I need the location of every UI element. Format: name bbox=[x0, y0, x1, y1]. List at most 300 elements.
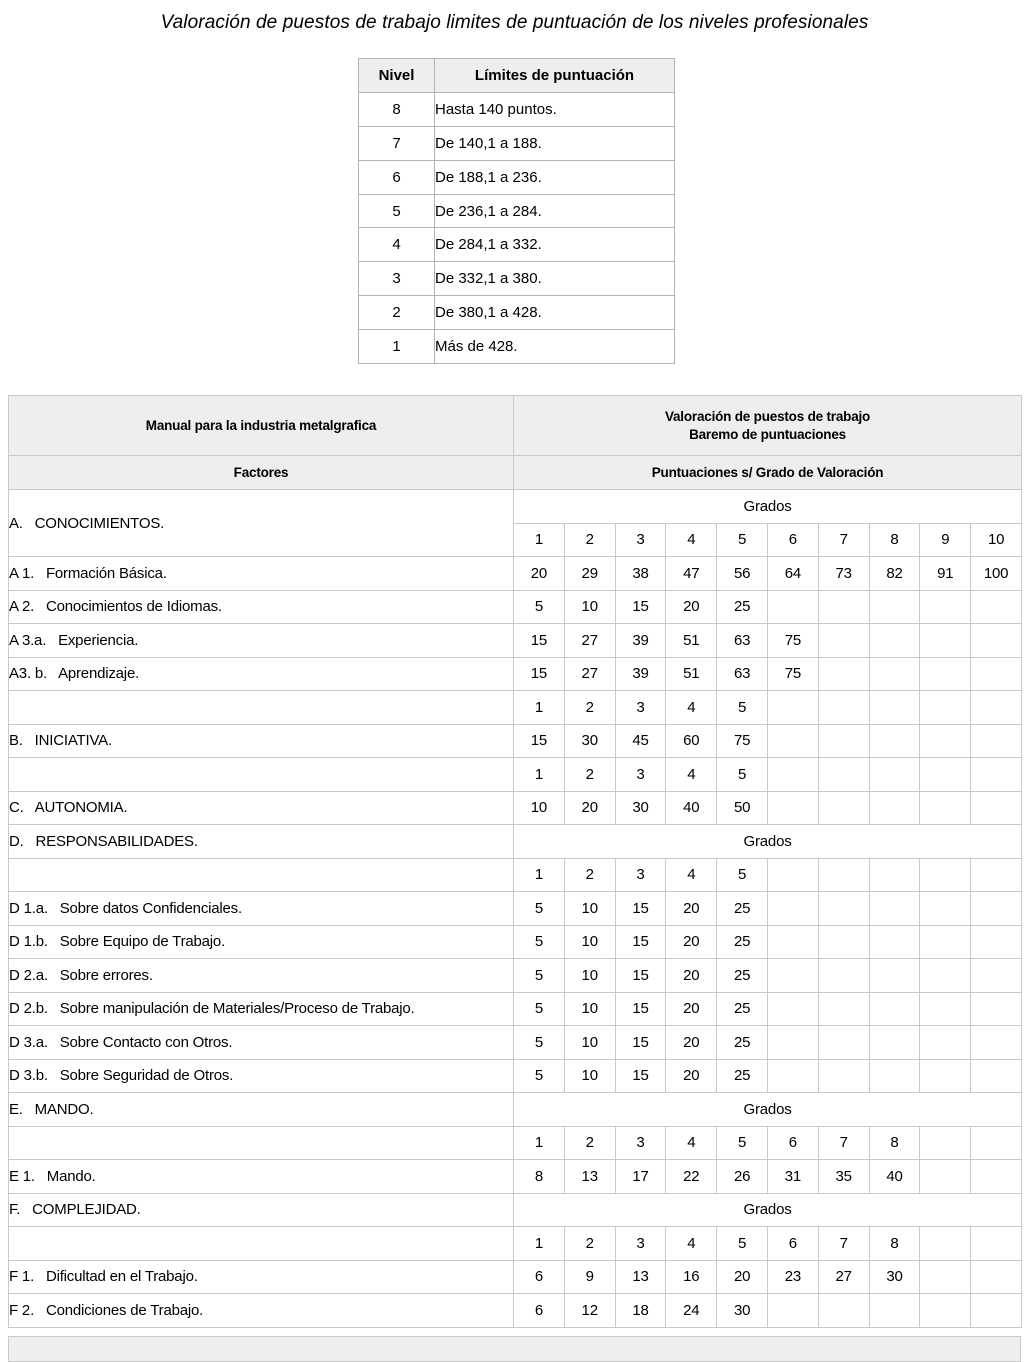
points-cell bbox=[767, 691, 818, 725]
points-cell: 8 bbox=[869, 1227, 920, 1261]
scores-header-row-1 bbox=[9, 396, 1022, 456]
points-cell: 100 bbox=[971, 557, 1022, 591]
points-cell: 30 bbox=[564, 724, 615, 758]
points-cell bbox=[920, 1160, 971, 1194]
points-cell: 3 bbox=[615, 691, 666, 725]
points-cell: 15 bbox=[615, 1059, 666, 1093]
scores-table-row bbox=[9, 1260, 1022, 1294]
points-cell: 8 bbox=[869, 523, 920, 557]
points-cell bbox=[920, 1260, 971, 1294]
factor-label-cell: E. MANDO. bbox=[9, 1093, 514, 1127]
points-cell: 15 bbox=[514, 624, 565, 658]
points-cell: 20 bbox=[666, 992, 717, 1026]
points-cell bbox=[767, 791, 818, 825]
points-cell bbox=[818, 624, 869, 658]
points-cell: 75 bbox=[767, 624, 818, 658]
scores-table-row bbox=[9, 825, 1022, 859]
factor-label-cell: F 2. Condiciones de Trabajo. bbox=[9, 1294, 514, 1328]
points-cell bbox=[920, 1294, 971, 1328]
factor-label-cell bbox=[9, 1227, 514, 1261]
points-cell bbox=[818, 1059, 869, 1093]
nivel-value: 2 bbox=[359, 296, 435, 330]
points-cell bbox=[869, 1294, 920, 1328]
points-cell: 6 bbox=[514, 1260, 565, 1294]
manual-title-cell: Manual para la industria metalgrafica bbox=[9, 396, 514, 456]
limites-value: Más de 428. bbox=[435, 330, 675, 364]
scores-table-row bbox=[9, 1160, 1022, 1194]
points-cell: 10 bbox=[564, 892, 615, 926]
scores-header-row-2 bbox=[9, 456, 1022, 490]
points-cell: 15 bbox=[615, 959, 666, 993]
points-cell: 60 bbox=[666, 724, 717, 758]
scores-table-row bbox=[9, 1093, 1022, 1127]
points-cell: 27 bbox=[564, 624, 615, 658]
scores-table-row bbox=[9, 791, 1022, 825]
levels-table-row bbox=[359, 296, 675, 330]
levels-table-row bbox=[359, 262, 675, 296]
levels-table-row bbox=[359, 194, 675, 228]
limites-value: De 188,1 a 236. bbox=[435, 160, 675, 194]
points-cell: 10 bbox=[564, 590, 615, 624]
points-cell bbox=[818, 758, 869, 792]
points-cell bbox=[920, 758, 971, 792]
levels-header-nivel: Nivel bbox=[359, 59, 435, 93]
points-cell bbox=[971, 1026, 1022, 1060]
points-cell: 1 bbox=[514, 1227, 565, 1261]
points-cell: 25 bbox=[717, 925, 768, 959]
points-cell bbox=[971, 624, 1022, 658]
points-cell: 63 bbox=[717, 657, 768, 691]
points-cell bbox=[869, 1059, 920, 1093]
scores-table-row bbox=[9, 490, 1022, 524]
points-cell bbox=[971, 791, 1022, 825]
points-cell: 30 bbox=[615, 791, 666, 825]
scores-table-row bbox=[9, 758, 1022, 792]
points-cell bbox=[920, 892, 971, 926]
points-cell: 5 bbox=[514, 590, 565, 624]
points-cell: 91 bbox=[920, 557, 971, 591]
points-cell: 3 bbox=[615, 1227, 666, 1261]
points-cell bbox=[971, 1059, 1022, 1093]
points-cell: 24 bbox=[666, 1294, 717, 1328]
factor-label-cell: A. CONOCIMIENTOS. bbox=[9, 490, 514, 557]
points-cell: 26 bbox=[717, 1160, 768, 1194]
points-cell bbox=[818, 1026, 869, 1060]
points-cell: 1 bbox=[514, 523, 565, 557]
points-cell bbox=[869, 1026, 920, 1060]
points-cell bbox=[818, 724, 869, 758]
scores-table-row bbox=[9, 1059, 1022, 1093]
scores-table-row bbox=[9, 624, 1022, 658]
points-cell: 10 bbox=[564, 959, 615, 993]
factor-label-cell: A 1. Formación Básica. bbox=[9, 557, 514, 591]
points-cell bbox=[818, 858, 869, 892]
scores-table-row bbox=[9, 892, 1022, 926]
points-cell: 20 bbox=[666, 892, 717, 926]
grados-span-cell: Grados bbox=[514, 1093, 1022, 1127]
points-cell: 4 bbox=[666, 858, 717, 892]
limites-value: De 236,1 a 284. bbox=[435, 194, 675, 228]
factor-label-cell bbox=[9, 758, 514, 792]
factor-label-cell: D 1.a. Sobre datos Confidenciales. bbox=[9, 892, 514, 926]
points-cell: 10 bbox=[564, 925, 615, 959]
points-cell: 23 bbox=[767, 1260, 818, 1294]
points-cell bbox=[920, 624, 971, 658]
points-cell: 2 bbox=[564, 758, 615, 792]
points-cell bbox=[818, 590, 869, 624]
scores-table-row bbox=[9, 557, 1022, 591]
points-cell bbox=[869, 624, 920, 658]
points-cell: 15 bbox=[615, 1026, 666, 1060]
points-cell bbox=[920, 1227, 971, 1261]
points-cell bbox=[767, 1059, 818, 1093]
points-cell bbox=[920, 1126, 971, 1160]
factor-label-cell: D 2.b. Sobre manipulación de Materiales/Proceso de Trabajo. bbox=[9, 992, 514, 1026]
points-cell: 5 bbox=[514, 925, 565, 959]
factor-label-cell bbox=[9, 691, 514, 725]
points-cell: 39 bbox=[615, 657, 666, 691]
points-cell: 27 bbox=[818, 1260, 869, 1294]
points-cell bbox=[818, 992, 869, 1026]
factor-label-cell: D 2.a. Sobre errores. bbox=[9, 959, 514, 993]
levels-header-limites: Límites de puntuación bbox=[435, 59, 675, 93]
points-cell: 15 bbox=[615, 925, 666, 959]
points-cell bbox=[767, 724, 818, 758]
points-cell: 15 bbox=[615, 992, 666, 1026]
points-cell bbox=[971, 1227, 1022, 1261]
points-cell bbox=[767, 758, 818, 792]
points-cell: 10 bbox=[514, 791, 565, 825]
levels-table-row bbox=[359, 160, 675, 194]
points-cell: 40 bbox=[869, 1160, 920, 1194]
points-cell: 18 bbox=[615, 1294, 666, 1328]
points-cell: 38 bbox=[615, 557, 666, 591]
points-cell: 10 bbox=[564, 992, 615, 1026]
next-section-header-stub bbox=[8, 1336, 1021, 1362]
points-cell: 4 bbox=[666, 1227, 717, 1261]
factor-label-cell: C. AUTONOMIA. bbox=[9, 791, 514, 825]
points-cell bbox=[869, 959, 920, 993]
points-cell: 1 bbox=[514, 1126, 565, 1160]
points-cell bbox=[818, 657, 869, 691]
points-cell: 15 bbox=[514, 657, 565, 691]
points-cell bbox=[971, 858, 1022, 892]
points-cell bbox=[767, 858, 818, 892]
scores-table-row bbox=[9, 925, 1022, 959]
points-cell bbox=[869, 791, 920, 825]
points-cell bbox=[869, 758, 920, 792]
points-cell: 20 bbox=[666, 959, 717, 993]
points-cell bbox=[869, 724, 920, 758]
levels-table-row bbox=[359, 126, 675, 160]
points-cell: 7 bbox=[818, 1126, 869, 1160]
points-cell bbox=[818, 1294, 869, 1328]
points-cell bbox=[869, 657, 920, 691]
points-cell: 25 bbox=[717, 959, 768, 993]
points-cell bbox=[971, 691, 1022, 725]
factor-label-cell: B. INICIATIVA. bbox=[9, 724, 514, 758]
points-cell bbox=[869, 892, 920, 926]
points-cell: 5 bbox=[717, 758, 768, 792]
factor-label-cell: D 3.a. Sobre Contacto con Otros. bbox=[9, 1026, 514, 1060]
factor-label-cell: F 1. Dificultad en el Trabajo. bbox=[9, 1260, 514, 1294]
points-cell: 3 bbox=[615, 858, 666, 892]
points-cell bbox=[767, 959, 818, 993]
points-cell bbox=[971, 758, 1022, 792]
points-cell bbox=[767, 1294, 818, 1328]
points-cell: 73 bbox=[818, 557, 869, 591]
points-cell bbox=[767, 1026, 818, 1060]
points-cell: 10 bbox=[564, 1059, 615, 1093]
scores-table-body bbox=[9, 490, 1022, 1328]
limites-value: De 332,1 a 380. bbox=[435, 262, 675, 296]
points-cell: 8 bbox=[869, 1126, 920, 1160]
points-cell: 5 bbox=[717, 1227, 768, 1261]
points-cell: 63 bbox=[717, 624, 768, 658]
points-cell bbox=[920, 858, 971, 892]
factor-label-cell: A 3.a. Experiencia. bbox=[9, 624, 514, 658]
points-cell bbox=[869, 992, 920, 1026]
points-cell: 25 bbox=[717, 1059, 768, 1093]
points-cell: 15 bbox=[615, 892, 666, 926]
points-cell: 20 bbox=[666, 1026, 717, 1060]
points-cell: 51 bbox=[666, 624, 717, 658]
points-cell bbox=[971, 925, 1022, 959]
factor-label-cell bbox=[9, 858, 514, 892]
factor-label-cell: A 2. Conocimientos de Idiomas. bbox=[9, 590, 514, 624]
factor-label-cell: D 1.b. Sobre Equipo de Trabajo. bbox=[9, 925, 514, 959]
points-cell: 9 bbox=[564, 1260, 615, 1294]
points-cell: 4 bbox=[666, 691, 717, 725]
points-cell bbox=[920, 590, 971, 624]
points-cell: 7 bbox=[818, 523, 869, 557]
points-cell: 30 bbox=[869, 1260, 920, 1294]
factores-header-cell: Factores bbox=[9, 456, 514, 490]
scores-table bbox=[8, 395, 1022, 1328]
factor-label-cell: A3. b. Aprendizaje. bbox=[9, 657, 514, 691]
points-cell: 40 bbox=[666, 791, 717, 825]
points-cell: 5 bbox=[514, 1026, 565, 1060]
points-cell: 30 bbox=[717, 1294, 768, 1328]
points-cell bbox=[971, 959, 1022, 993]
points-cell bbox=[818, 892, 869, 926]
points-cell bbox=[767, 925, 818, 959]
points-cell: 51 bbox=[666, 657, 717, 691]
points-cell: 35 bbox=[818, 1160, 869, 1194]
points-cell: 10 bbox=[971, 523, 1022, 557]
points-cell: 4 bbox=[666, 758, 717, 792]
points-cell: 82 bbox=[869, 557, 920, 591]
grados-span-cell: Grados bbox=[514, 490, 1022, 524]
factor-label-cell: E 1. Mando. bbox=[9, 1160, 514, 1194]
points-cell bbox=[920, 1059, 971, 1093]
points-cell: 5 bbox=[514, 992, 565, 1026]
points-cell: 15 bbox=[615, 590, 666, 624]
points-cell bbox=[869, 691, 920, 725]
grados-span-cell: Grados bbox=[514, 1193, 1022, 1227]
points-cell: 10 bbox=[564, 1026, 615, 1060]
points-cell bbox=[818, 791, 869, 825]
scores-table-row bbox=[9, 959, 1022, 993]
points-cell bbox=[971, 1126, 1022, 1160]
points-cell: 6 bbox=[767, 1126, 818, 1160]
points-cell: 75 bbox=[767, 657, 818, 691]
points-cell bbox=[869, 858, 920, 892]
levels-header-row bbox=[359, 59, 675, 93]
points-cell: 6 bbox=[514, 1294, 565, 1328]
points-cell: 27 bbox=[564, 657, 615, 691]
grados-span-cell: Grados bbox=[514, 825, 1022, 859]
points-cell bbox=[818, 691, 869, 725]
points-cell: 56 bbox=[717, 557, 768, 591]
points-cell: 64 bbox=[767, 557, 818, 591]
scores-table-row bbox=[9, 590, 1022, 624]
points-cell bbox=[920, 657, 971, 691]
points-cell bbox=[869, 590, 920, 624]
points-cell: 5 bbox=[717, 523, 768, 557]
levels-table-row bbox=[359, 330, 675, 364]
points-cell bbox=[971, 1160, 1022, 1194]
points-cell: 25 bbox=[717, 590, 768, 624]
nivel-value: 8 bbox=[359, 92, 435, 126]
points-cell: 3 bbox=[615, 523, 666, 557]
points-cell: 5 bbox=[514, 892, 565, 926]
points-cell: 8 bbox=[514, 1160, 565, 1194]
points-cell bbox=[971, 1260, 1022, 1294]
points-cell: 31 bbox=[767, 1160, 818, 1194]
points-cell: 29 bbox=[564, 557, 615, 591]
points-cell: 4 bbox=[666, 1126, 717, 1160]
points-cell bbox=[767, 992, 818, 1026]
scores-table-row bbox=[9, 1026, 1022, 1060]
levels-table bbox=[358, 58, 675, 364]
points-cell: 1 bbox=[514, 858, 565, 892]
nivel-value: 1 bbox=[359, 330, 435, 364]
nivel-value: 5 bbox=[359, 194, 435, 228]
scores-table-row bbox=[9, 858, 1022, 892]
points-cell bbox=[767, 892, 818, 926]
valoracion-title-line1: Valoración de puestos de trabajo bbox=[664, 408, 871, 424]
points-cell bbox=[920, 959, 971, 993]
points-cell: 39 bbox=[615, 624, 666, 658]
points-cell: 6 bbox=[767, 523, 818, 557]
limites-value: De 380,1 a 428. bbox=[435, 296, 675, 330]
points-cell: 2 bbox=[564, 691, 615, 725]
page-title: Valoración de puestos de trabajo limites de puntuación de los niveles profesionales bbox=[160, 12, 869, 33]
factor-label-cell: D 3.b. Sobre Seguridad de Otros. bbox=[9, 1059, 514, 1093]
points-cell bbox=[920, 791, 971, 825]
scores-table-row bbox=[9, 657, 1022, 691]
points-cell: 20 bbox=[666, 1059, 717, 1093]
levels-table-row bbox=[359, 92, 675, 126]
points-cell: 17 bbox=[615, 1160, 666, 1194]
scores-table-row bbox=[9, 992, 1022, 1026]
points-cell: 25 bbox=[717, 1026, 768, 1060]
points-cell: 20 bbox=[666, 590, 717, 624]
points-cell: 3 bbox=[615, 1126, 666, 1160]
scores-table-row bbox=[9, 691, 1022, 725]
points-cell bbox=[869, 925, 920, 959]
points-cell: 5 bbox=[717, 858, 768, 892]
points-cell: 20 bbox=[514, 557, 565, 591]
points-cell bbox=[767, 590, 818, 624]
points-cell bbox=[920, 691, 971, 725]
scores-table-row bbox=[9, 1193, 1022, 1227]
points-cell: 7 bbox=[818, 1227, 869, 1261]
points-cell: 75 bbox=[717, 724, 768, 758]
points-cell bbox=[920, 1026, 971, 1060]
points-cell: 15 bbox=[514, 724, 565, 758]
points-cell bbox=[920, 925, 971, 959]
nivel-value: 6 bbox=[359, 160, 435, 194]
nivel-value: 3 bbox=[359, 262, 435, 296]
points-cell: 3 bbox=[615, 758, 666, 792]
factor-label-cell: D. RESPONSABILIDADES. bbox=[9, 825, 514, 859]
points-cell: 5 bbox=[514, 1059, 565, 1093]
points-cell: 6 bbox=[767, 1227, 818, 1261]
limites-value: Hasta 140 puntos. bbox=[435, 92, 675, 126]
points-cell bbox=[971, 590, 1022, 624]
points-cell: 20 bbox=[666, 925, 717, 959]
points-cell: 4 bbox=[666, 523, 717, 557]
points-cell bbox=[818, 959, 869, 993]
levels-table-row bbox=[359, 228, 675, 262]
points-cell: 1 bbox=[514, 691, 565, 725]
points-cell: 50 bbox=[717, 791, 768, 825]
points-cell: 45 bbox=[615, 724, 666, 758]
points-cell: 12 bbox=[564, 1294, 615, 1328]
factor-label-cell: F. COMPLEJIDAD. bbox=[9, 1193, 514, 1227]
scores-table-row bbox=[9, 1227, 1022, 1261]
points-cell: 5 bbox=[717, 1126, 768, 1160]
points-cell: 2 bbox=[564, 858, 615, 892]
points-cell: 16 bbox=[666, 1260, 717, 1294]
nivel-value: 7 bbox=[359, 126, 435, 160]
levels-table-body bbox=[359, 92, 675, 363]
points-cell: 13 bbox=[615, 1260, 666, 1294]
points-cell: 1 bbox=[514, 758, 565, 792]
points-cell: 5 bbox=[514, 959, 565, 993]
points-cell bbox=[920, 724, 971, 758]
points-cell: 2 bbox=[564, 1227, 615, 1261]
puntuaciones-header-cell: Puntuaciones s/ Grado de Valoración bbox=[514, 456, 1022, 490]
scores-table-row bbox=[9, 724, 1022, 758]
points-cell bbox=[971, 1294, 1022, 1328]
valoracion-title-cell bbox=[514, 396, 1022, 456]
points-cell bbox=[971, 724, 1022, 758]
points-cell: 25 bbox=[717, 892, 768, 926]
scores-table-row bbox=[9, 1294, 1022, 1328]
factor-label-cell bbox=[9, 1126, 514, 1160]
points-cell: 5 bbox=[717, 691, 768, 725]
points-cell: 20 bbox=[564, 791, 615, 825]
nivel-value: 4 bbox=[359, 228, 435, 262]
points-cell: 22 bbox=[666, 1160, 717, 1194]
points-cell: 47 bbox=[666, 557, 717, 591]
points-cell bbox=[971, 992, 1022, 1026]
points-cell: 2 bbox=[564, 1126, 615, 1160]
points-cell bbox=[971, 657, 1022, 691]
limites-value: De 140,1 a 188. bbox=[435, 126, 675, 160]
points-cell: 9 bbox=[920, 523, 971, 557]
valoracion-title-line2: Baremo de puntuaciones bbox=[689, 426, 846, 442]
limites-value: De 284,1 a 332. bbox=[435, 228, 675, 262]
points-cell bbox=[971, 892, 1022, 926]
points-cell: 13 bbox=[564, 1160, 615, 1194]
points-cell: 25 bbox=[717, 992, 768, 1026]
points-cell bbox=[920, 992, 971, 1026]
scores-table-row bbox=[9, 1126, 1022, 1160]
